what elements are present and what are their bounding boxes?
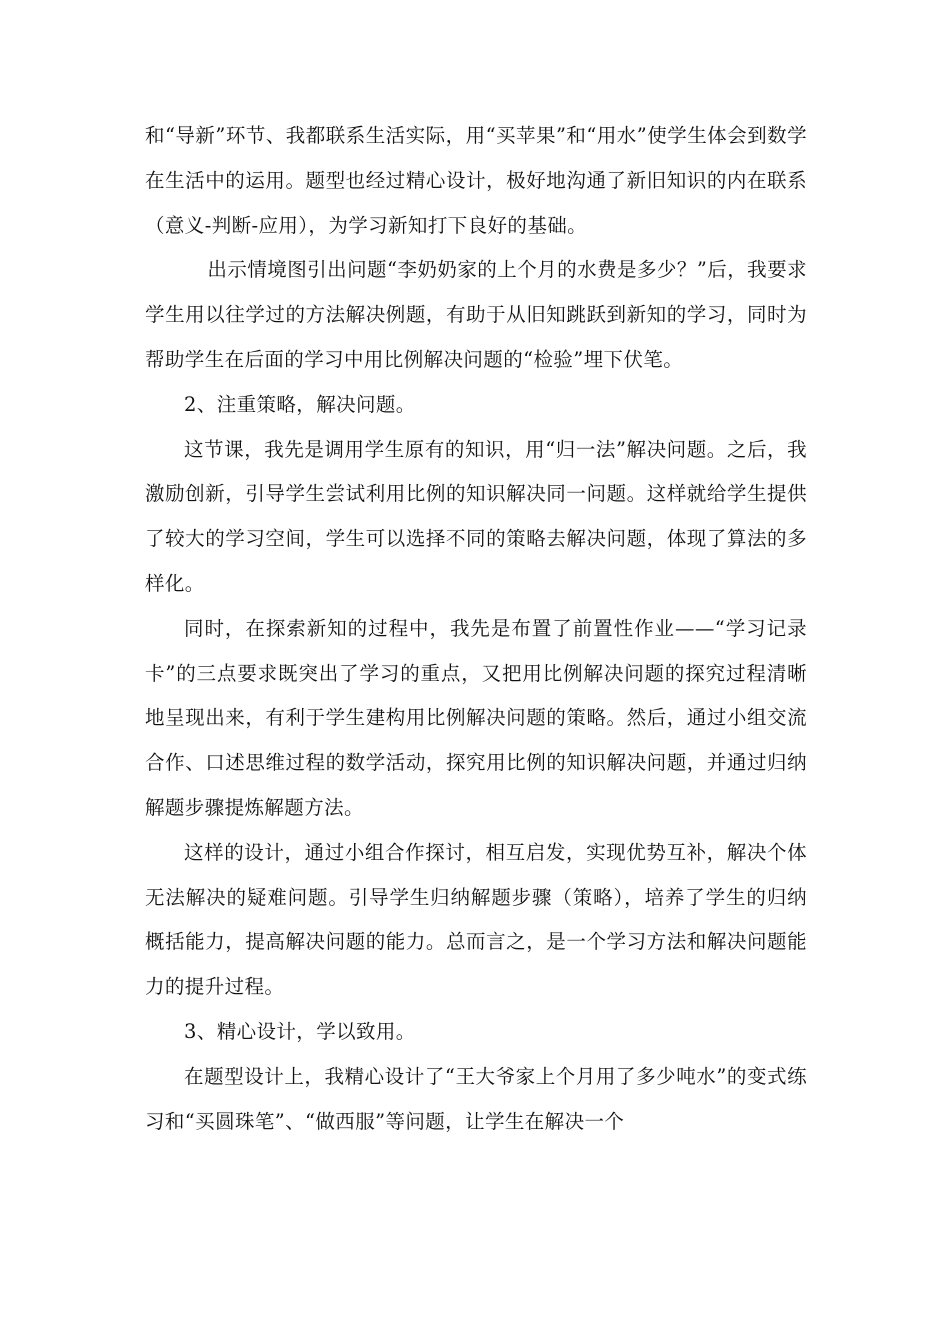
paragraph-exploration: 同时，在探索新知的过程中，我先是布置了前置性作业——“学习记录卡”的三点要求既突出了学习的重点，又把用比例解决问题的探究过程清晰地呈现出来，有利于学生建构用比例解决问题的策略。然后，通过小组交流合作、口述思维过程的数学活动，探究用比例的知识解决问题，并通过归纳解题步骤提炼解题方法。 — [145, 616, 807, 819]
paragraph-situation: 出示情境图引出问题“李奶奶家的上个月的水费是多少？”后，我要求学生用以往学过的方法解决例题，有助于从旧知跳跃到新知的学习，同时为帮助学生在后面的学习中用比例解决问题的“检验”埋下伏笔。 — [145, 258, 807, 371]
paragraph-design: 这样的设计，通过小组合作探讨，相互启发，实现优势互补，解决个体无法解决的疑难问题。引导学生归纳解题步骤（策略），培养了学生的归纳概括能力，提高解决问题的能力。总而言之，是一个学习方法和解决问题能力的提升过程。 — [145, 840, 807, 999]
document-body — [145, 114, 807, 1144]
paragraph-strategy: 这节课，我先是调用学生原有的知识，用“归一法”解决问题。之后，我激励创新，引导学生尝试利用比例的知识解决同一问题。这样就给学生提供了较大的学习空间，学生可以选择不同的策略去解决问题，体现了算法的多样化。 — [145, 437, 807, 595]
paragraph-continuation: 和“导新”环节、我都联系生活实际，用“买苹果”和“用水”使学生体会到数学在生活中的运用。题型也经过精心设计，极好地沟通了新旧知识的内在联系（意义-判断-应用），为学习新知打下良好的基础。 — [145, 124, 807, 237]
section-heading-application: 3、精心设计，学以致用。 — [184, 1019, 416, 1043]
section-heading-strategy: 2、注重策略，解决问题。 — [184, 392, 416, 416]
paragraph-application: 在题型设计上，我精心设计了“王大爷家上个月用了多少吨水”的变式练习和“买圆珠笔”、“做西服”等问题，让学生在解决一个 — [145, 1064, 807, 1133]
